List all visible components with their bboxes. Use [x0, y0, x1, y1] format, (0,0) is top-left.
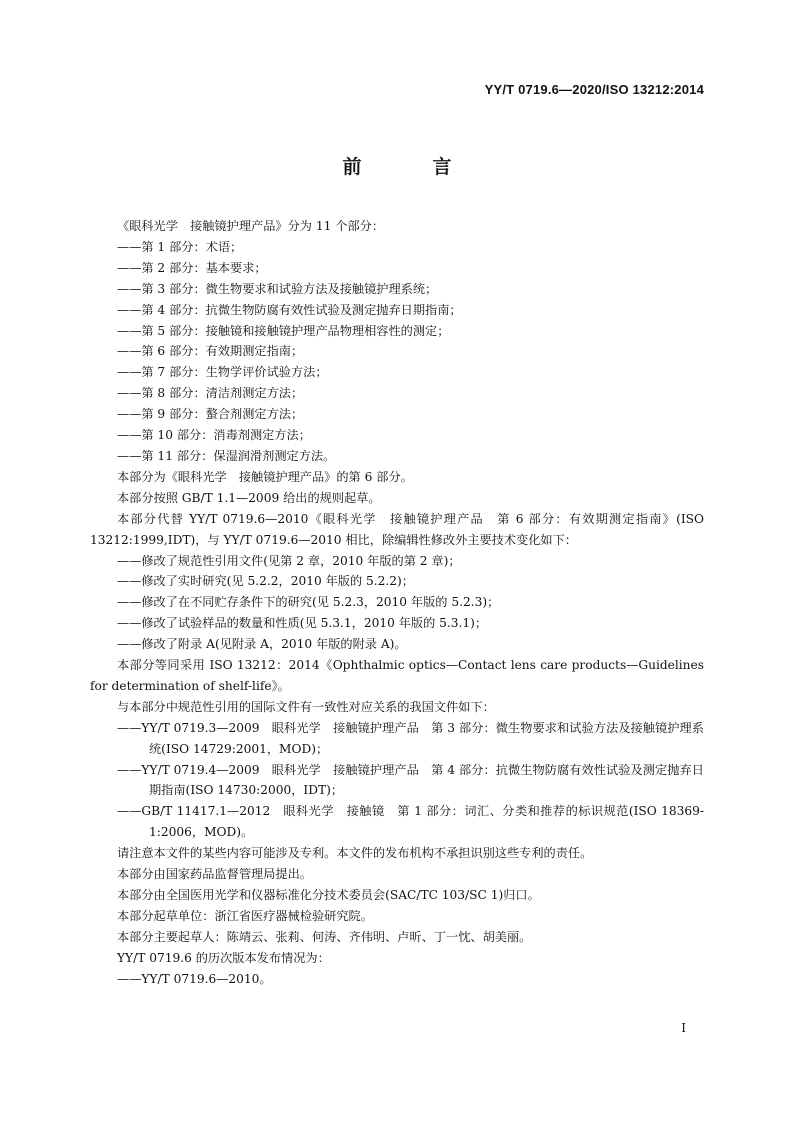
- page-title: 前 言: [342, 156, 478, 178]
- change-list-item: ——修改了在不同贮存条件下的研究(见 5.2.3，2010 年版的 5.2.3)；: [117, 595, 500, 610]
- change-list-item: ——修改了试验样品的数量和性质(见 5.3.1，2010 年版的 5.3.1)；: [117, 616, 488, 631]
- standard-code-header: YY/T 0719.6—2020/ISO 13212:2014: [484, 82, 704, 97]
- part-list-item: ——第 4 部分：抗微生物防腐有效性试验及测定抛弃日期指南；: [117, 302, 462, 317]
- patent-notice: 请注意本文件的某些内容可能涉及专利。本文件的发布机构不承担识别这些专利的责任。: [117, 846, 593, 861]
- correspondence-list-item: ——YY/T 0719.4—2009 眼科光学 接触镜护理产品 第 4 部分：抗微生物防腐有效性试验及测定抛弃日期指南(ISO 14730:2000，IDT)；: [117, 762, 704, 798]
- equivalence-paragraph: 本部分等同采用 ISO 13212：2014《Ophthalmic optics—Contact lens care products—Guidelines for determination of shelf-life》。: [90, 658, 704, 693]
- change-list-item: ——修改了规范性引用文件(见第 2 章，2010 年版的第 2 章)；: [117, 553, 461, 568]
- foreword-body: [90, 216, 704, 990]
- proposed-by: 本部分由国家药品监督管理局提出。: [117, 867, 312, 882]
- replaces-paragraph: 本部分代替 YY/T 0719.6—2010《眼科光学 接触镜护理产品 第 6 部分：有效期测定指南》(ISO 13212:1999,IDT)，与 YY/T 0719.6—2010 相比，除编辑性修改外主要技术变化如下：: [90, 511, 704, 547]
- drafting-rules-paragraph: 本部分按照 GB/T 1.1—2009 给出的规则起草。: [117, 490, 381, 505]
- this-part-paragraph: 本部分为《眼科光学 接触镜护理产品》的第 6 部分。: [117, 469, 413, 484]
- part-list-item: ——第 5 部分：接触镜和接触镜护理产品物理相容性的测定；: [117, 323, 450, 338]
- part-list-item: ——第 1 部分：术语；: [117, 239, 243, 254]
- part-list-item: ——第 11 部分：保湿润滑剂测定方法。: [117, 448, 336, 463]
- correspondence-list-item: ——YY/T 0719.3—2009 眼科光学 接触镜护理产品 第 3 部分：微生物要求和试验方法及接触镜护理系统(ISO 14729:2001，MOD)；: [117, 720, 704, 756]
- intro-paragraph: 《眼科光学 接触镜护理产品》分为 11 个部分：: [117, 219, 385, 233]
- change-list-item: ——修改了实时研究(见 5.2.2，2010 年版的 5.2.2)；: [117, 574, 414, 589]
- part-list-item: ——第 7 部分：生物学评价试验方法；: [117, 365, 328, 380]
- correspondence-list-item: ——GB/T 11417.1—2012 眼科光学 接触镜 第 1 部分：词汇、分类和推荐的标识规范(ISO 18369-1:2006，MOD)。: [117, 804, 704, 840]
- drafting-unit: 本部分起草单位：浙江省医疗器械检验研究院。: [117, 908, 373, 923]
- part-list-item: ——第 10 部分：消毒剂测定方法；: [117, 428, 311, 443]
- correspondence-intro: 与本部分中规范性引用的国际文件有一致性对应关系的我国文件如下：: [117, 699, 495, 714]
- page-number: I: [681, 1021, 686, 1035]
- part-list-item: ——第 8 部分：清洁剂测定方法；: [117, 386, 304, 401]
- part-list-item: ——第 6 部分：有效期测定指南；: [117, 344, 304, 359]
- history-list-item: ——YY/T 0719.6—2010。: [117, 971, 272, 986]
- part-list-item: ——第 3 部分：微生物要求和试验方法及接触镜护理系统；: [117, 281, 438, 296]
- drafters: 本部分主要起草人：陈靖云、张莉、何涛、齐伟明、卢昕、丁一忱、胡美丽。: [117, 929, 532, 944]
- part-list-item: ——第 9 部分：螯合剂测定方法；: [117, 407, 304, 422]
- history-intro: YY/T 0719.6 的历次版本发布情况为：: [117, 950, 330, 965]
- change-list-item: ——修改了附录 A(见附录 A，2010 年版的附录 A)。: [117, 637, 407, 652]
- part-list-item: ——第 2 部分：基本要求；: [117, 260, 267, 275]
- centralized-by: 本部分由全国医用光学和仪器标准化分技术委员会(SAC/TC 103/SC 1)归口。: [117, 888, 540, 902]
